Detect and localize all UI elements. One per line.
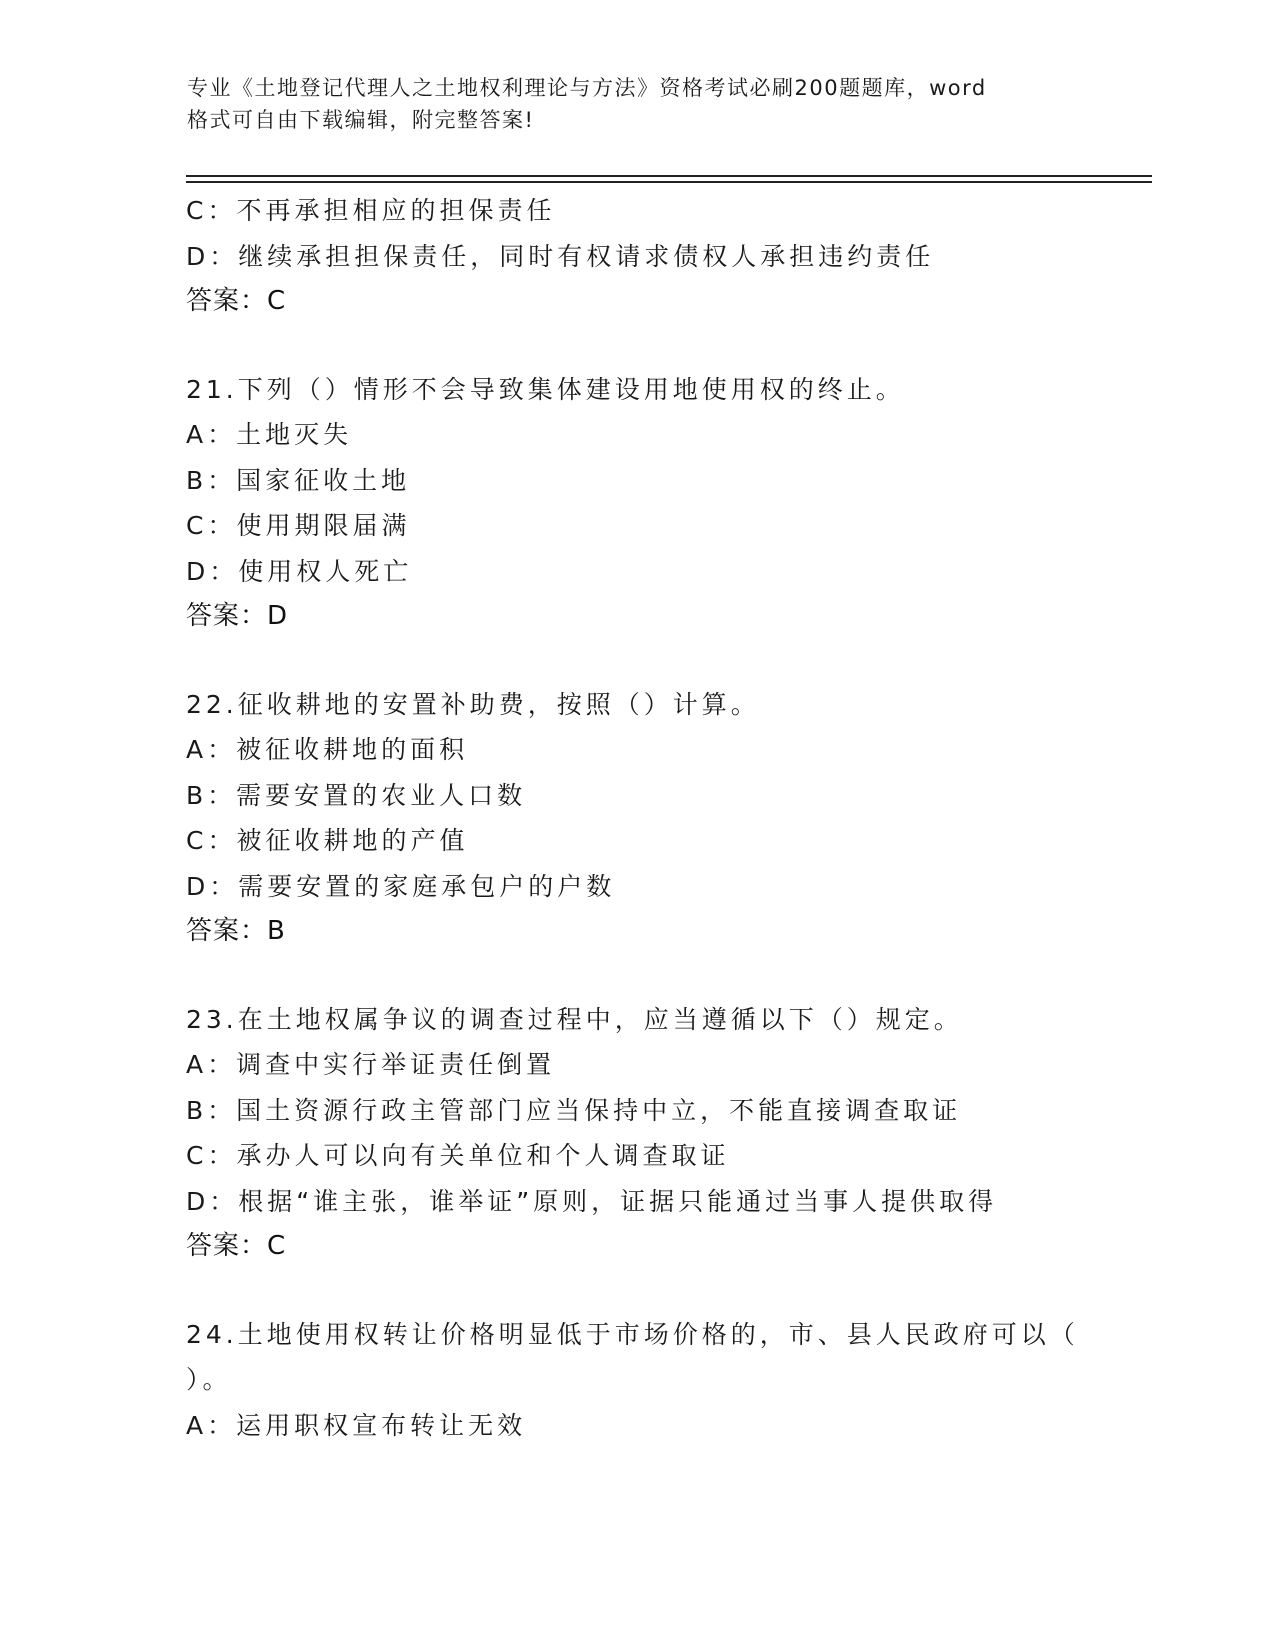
option-b: B：国家征收土地 [186,465,411,495]
question-23 [186,997,1086,1270]
option-d: D：使用权人死亡 [186,556,413,586]
answer-label: 答案：C [186,1231,287,1261]
header-rule-top [186,175,1152,177]
question-24 [186,1312,1086,1449]
document-header [187,72,1087,136]
header-rule-bottom [186,181,1152,183]
question-22 [186,682,1086,955]
question-list [186,188,1086,1448]
option-d: D：继续承担担保责任，同时有权请求债权人承担违约责任 [186,241,935,271]
answer-label: 答案：B [186,916,286,946]
option-d: D：根据“谁主张，谁举证”原则，证据只能通过当事人提供取得 [186,1186,998,1216]
option-a: A：土地灭失 [186,420,353,449]
option-c: C：不再承担相应的担保责任 [186,196,556,225]
question-20-continued [186,188,1086,325]
option-a: A：运用职权宣布转让无效 [186,1410,527,1440]
answer-label: 答案：D [186,601,289,631]
question-stem-line-2: ）。 [186,1365,232,1394]
question-stem: 21.下列（）情形不会导致集体建设用地使用权的终止。 [186,374,905,404]
option-b: B：国土资源行政主管部门应当保持中立，不能直接调查取证 [186,1095,962,1125]
answer-label: 答案：C [186,286,287,316]
question-stem: 23.在土地权属争议的调查过程中，应当遵循以下（）规定。 [186,1004,963,1034]
question-stem-line-1: 24.土地使用权转让价格明显低于市场价格的，市、县人民政府可以（ [186,1319,1079,1349]
option-a: A：被征收耕地的面积 [186,735,469,764]
question-stem: 22.征收耕地的安置补助费，按照（）计算。 [186,689,760,719]
header-line-2: 格式可自由下载编辑，附完整答案! [187,108,535,132]
option-a: A：调查中实行举证责任倒置 [186,1050,556,1079]
option-b: B：需要安置的农业人口数 [186,780,527,810]
option-d: D：需要安置的家庭承包户的户数 [186,871,616,901]
header-line-1: 专业《土地登记代理人之土地权利理论与方法》资格考试必刷200题题库，word [187,76,987,100]
option-c: C：使用期限届满 [186,511,411,540]
question-21 [186,367,1086,640]
option-c: C：被征收耕地的产值 [186,826,469,855]
option-c: C：承办人可以向有关单位和个人调查取证 [186,1141,730,1170]
